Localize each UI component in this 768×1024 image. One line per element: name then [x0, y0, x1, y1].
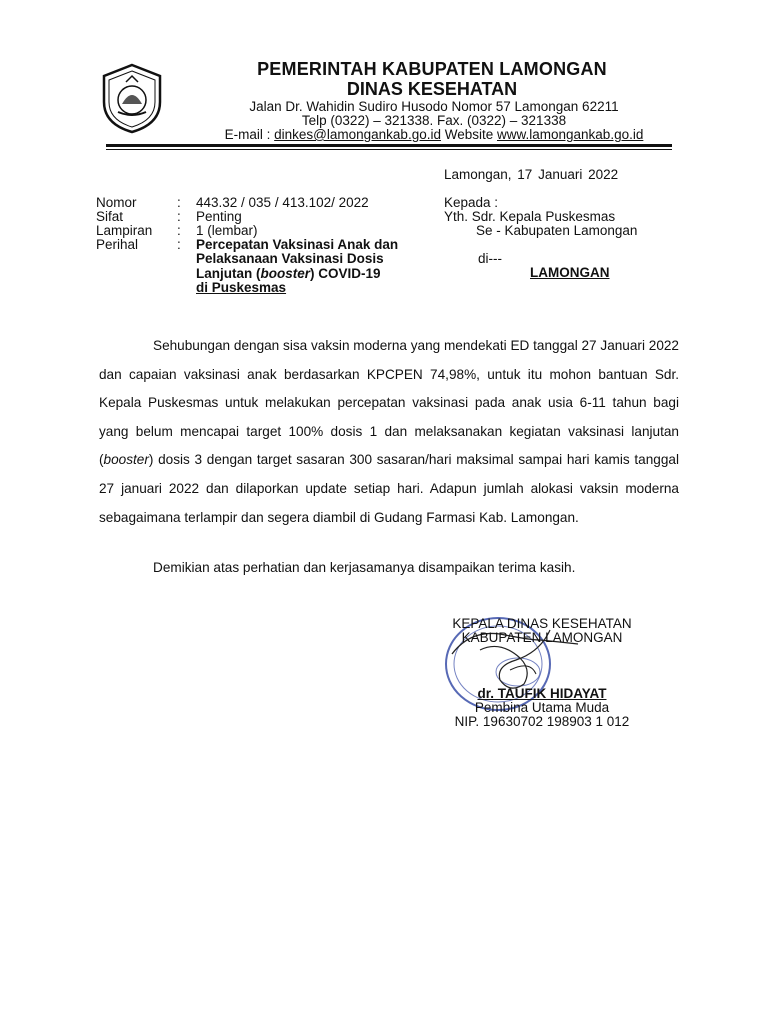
recipient-yth: Yth. Sdr. Kepala Puskesmas — [444, 209, 616, 224]
letterhead-divider-thick — [106, 144, 672, 147]
letter-body — [99, 332, 679, 532]
sifat-label: Sifat — [96, 209, 124, 224]
perihal-line-3 — [196, 266, 381, 281]
sifat-colon: : — [177, 209, 181, 224]
perihal-line-2: Pelaksanaan Vaksinasi Dosis — [196, 251, 384, 266]
lampiran-label: Lampiran — [96, 223, 153, 238]
perihal-line-4: di Puskesmas — [196, 280, 287, 295]
recipient-di: di--- — [478, 251, 502, 266]
nomor-label: Nomor — [96, 195, 137, 210]
perihal-booster: booster — [260, 266, 311, 281]
recipient-se: Se - Kabupaten Lamongan — [476, 223, 638, 238]
lampiran-colon: : — [177, 223, 181, 238]
letterhead-divider-thin — [106, 149, 672, 150]
body-booster: booster — [103, 452, 149, 468]
perihal-line-3-c: ) COVID-19 — [310, 266, 381, 281]
recipient-place: LAMONGAN — [530, 265, 610, 280]
letterhead-government: PEMERINTAH KABUPATEN LAMONGAN — [257, 59, 607, 79]
letterhead-phone: Telp (0322) – 321338. Fax. (0322) – 321338 — [301, 113, 567, 128]
letterhead-department: DINAS KESEHATAN — [346, 79, 518, 99]
email-link[interactable]: dinkes@lamongankab.go.id — [274, 127, 441, 142]
perihal-colon: : — [177, 237, 181, 252]
sifat-value: Penting — [196, 209, 242, 224]
lampiran-value: 1 (lembar) — [196, 223, 258, 238]
signature-title-1: KEPALA DINAS KESEHATAN — [452, 616, 632, 631]
letterhead-contact — [0, 127, 768, 142]
letterhead-address: Jalan Dr. Wahidin Sudiro Husodo Nomor 57 Lamongan 62211 — [249, 99, 619, 114]
website-label: Website — [440, 127, 497, 142]
recipient-kepada: Kepada : — [444, 195, 499, 210]
website-link[interactable]: www.lamongankab.go.id — [497, 127, 644, 142]
perihal-line-1: Percepatan Vaksinasi Anak dan — [196, 237, 399, 252]
perihal-line-3-a: Lanjutan ( — [196, 266, 261, 281]
signature-title-2: KABUPATEN LAMONGAN — [461, 630, 623, 645]
body-text-c: ) dosis 3 dengan target sasaran 300 sasaran/hari maksimal sampai hari kamis tanggal 27 januari 2022 dan dilaporkan update setiap hari. Adapun jumlah alokasi vaksin moderna sebagaimana terlampir dan segera diambil di Gudang Farmasi Kab. Lamongan. — [99, 452, 679, 525]
signatory-name: dr. TAUFIK HIDAYAT — [477, 686, 607, 701]
letter-date: Lamongan, 17 Januari 2022 — [444, 167, 619, 182]
closing-sentence: Demikian atas perhatian dan kerjasamanya disampaikan terima kasih. — [153, 560, 576, 575]
nomor-value: 443.32 / 035 / 413.102/ 2022 — [196, 195, 369, 210]
signatory-rank: Pembina Utama Muda — [474, 700, 610, 715]
email-label: E-mail : — [224, 127, 275, 142]
perihal-label: Perihal — [96, 237, 139, 252]
body-paragraph — [99, 332, 679, 532]
signatory-nip: NIP. 19630702 198903 1 012 — [454, 714, 630, 729]
body-text-a: Sehubungan dengan sisa vaksin moderna yang mendekati ED tanggal 27 Januari 2022 dan capaian vaksinasi anak berdasarkan KPCPEN 74,98%, untuk itu mohon bantuan Sdr. Kepala Puskesmas untuk melakukan percepatan vaksinasi pada anak usia 6-11 tahun bagi yang belum mencapai target 100% dosis 1 dan melaksanakan kegiatan vaksinasi lanjutan ( — [99, 338, 679, 468]
nomor-colon: : — [177, 195, 181, 210]
